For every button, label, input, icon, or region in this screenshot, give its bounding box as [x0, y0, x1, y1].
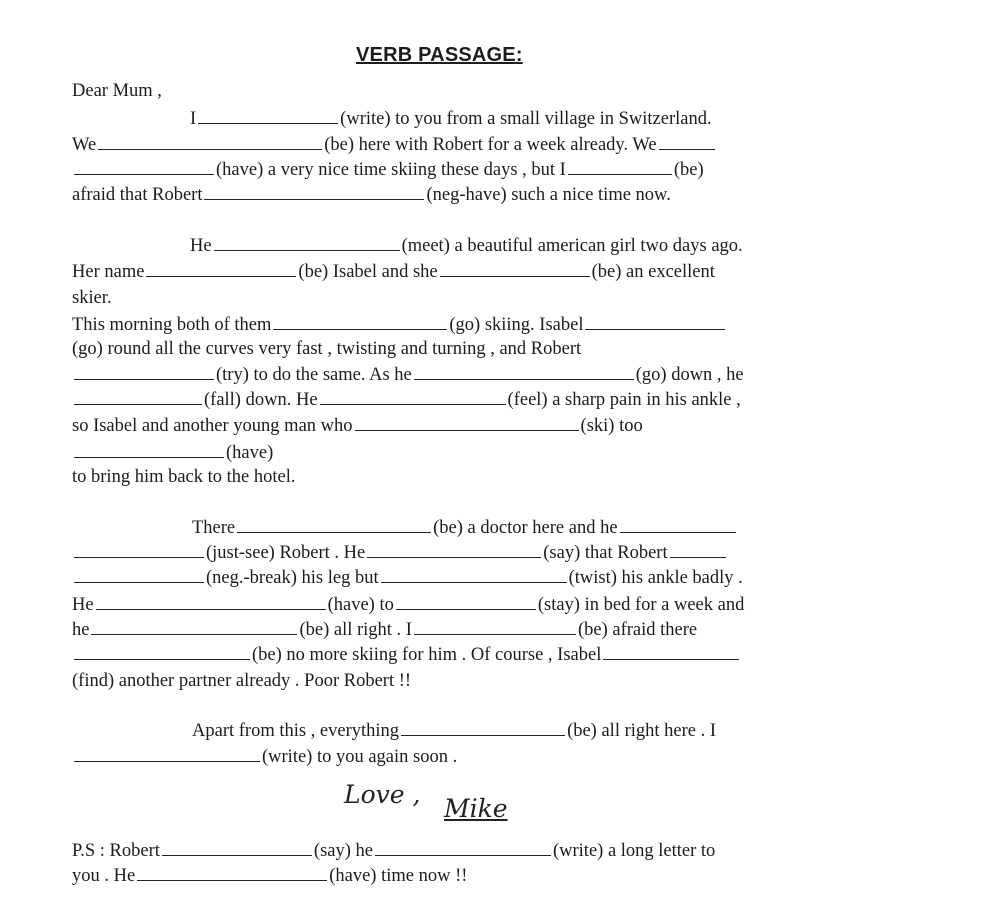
answer-blank[interactable]	[146, 260, 296, 277]
answer-blank[interactable]	[367, 541, 541, 558]
p3-line-5: he (be) all right . I (be) afraid there	[72, 620, 698, 640]
answer-blank[interactable]	[414, 618, 576, 635]
p2-line-5: (go) round all the curves very fast , twisting and turning , and Robert	[72, 339, 582, 359]
p2-line-6: (try) to do the same. As he (go) down , he	[72, 363, 744, 386]
answer-blank[interactable]	[414, 363, 634, 380]
answer-blank[interactable]	[96, 593, 326, 610]
answer-blank[interactable]	[320, 388, 506, 405]
p3-line-1: There (be) a doctor here and he	[192, 516, 738, 539]
answer-blank[interactable]	[214, 234, 400, 251]
p3-line-6: (be) no more skiing for him . Of course , Isabel	[72, 643, 741, 666]
p1-line-4: afraid that Robert (neg-have) such a nice time now.	[72, 185, 671, 205]
page-title: VERB PASSAGE:	[356, 44, 523, 66]
closing-love: Love ,	[344, 780, 421, 809]
signature-name: Mike	[444, 794, 508, 823]
p1-line-2: We (be) here with Robert for a week already. We	[72, 133, 717, 156]
answer-blank[interactable]	[670, 541, 726, 558]
ps-line-2: you . He (have) time now !!	[72, 866, 468, 886]
answer-blank[interactable]	[74, 566, 204, 583]
answer-blank[interactable]	[74, 745, 260, 762]
answer-blank[interactable]	[74, 363, 214, 380]
p2-line-7: (fall) down. He (feel) a sharp pain in his ankle ,	[72, 388, 741, 411]
p3-line-3: (neg.-break) his leg but (twist) his ankle badly .	[72, 566, 743, 589]
p4-line-1: Apart from this , everything (be) all right here . I	[192, 721, 717, 741]
p3-line-7: (find) another partner already . Poor Robert !!	[72, 671, 412, 691]
answer-blank[interactable]	[440, 260, 590, 277]
answer-blank[interactable]	[237, 516, 431, 533]
answer-blank[interactable]	[137, 864, 327, 881]
answer-blank[interactable]	[98, 133, 322, 150]
answer-blank[interactable]	[355, 414, 579, 431]
answer-blank[interactable]	[74, 388, 202, 405]
answer-blank[interactable]	[198, 107, 338, 124]
p2-line-3: skier.	[72, 288, 112, 308]
answer-blank[interactable]	[273, 313, 447, 330]
answer-blank[interactable]	[620, 516, 736, 533]
p4-line-2: (write) to you again soon .	[72, 745, 457, 768]
answer-blank[interactable]	[162, 839, 312, 856]
answer-blank[interactable]	[204, 183, 424, 200]
p1-line-1: I (write) to you from a small village in Switzerland.	[190, 109, 712, 129]
answer-blank[interactable]	[585, 313, 725, 330]
answer-blank[interactable]	[74, 441, 224, 458]
answer-blank[interactable]	[603, 643, 739, 660]
p2-line-10: to bring him back to the hotel.	[72, 467, 296, 487]
answer-blank[interactable]	[91, 618, 297, 635]
p2-line-4: This morning both of them (go) skiing. Isabel	[72, 313, 727, 336]
p1-line-3: (have) a very nice time skiing these days , but I (be)	[72, 158, 704, 181]
answer-blank[interactable]	[659, 133, 715, 150]
answer-blank[interactable]	[568, 158, 672, 175]
answer-blank[interactable]	[74, 158, 214, 175]
salutation: Dear Mum ,	[72, 81, 162, 101]
answer-blank[interactable]	[396, 593, 536, 610]
p3-line-2: (just-see) Robert . He (say) that Robert	[72, 541, 728, 564]
answer-blank[interactable]	[381, 566, 567, 583]
p2-line-9: (have)	[72, 441, 273, 464]
p3-line-4: He (have) to (stay) in bed for a week and	[72, 595, 745, 615]
answer-blank[interactable]	[401, 719, 565, 736]
p2-line-8: so Isabel and another young man who (ski) too	[72, 416, 643, 436]
answer-blank[interactable]	[74, 541, 204, 558]
answer-blank[interactable]	[74, 643, 250, 660]
ps-line-1: P.S : Robert (say) he (write) a long letter to	[72, 841, 716, 861]
p2-line-2: Her name (be) Isabel and she (be) an excellent	[72, 262, 715, 282]
answer-blank[interactable]	[375, 839, 551, 856]
p2-line-1: He (meet) a beautiful american girl two days ago.	[190, 236, 743, 256]
